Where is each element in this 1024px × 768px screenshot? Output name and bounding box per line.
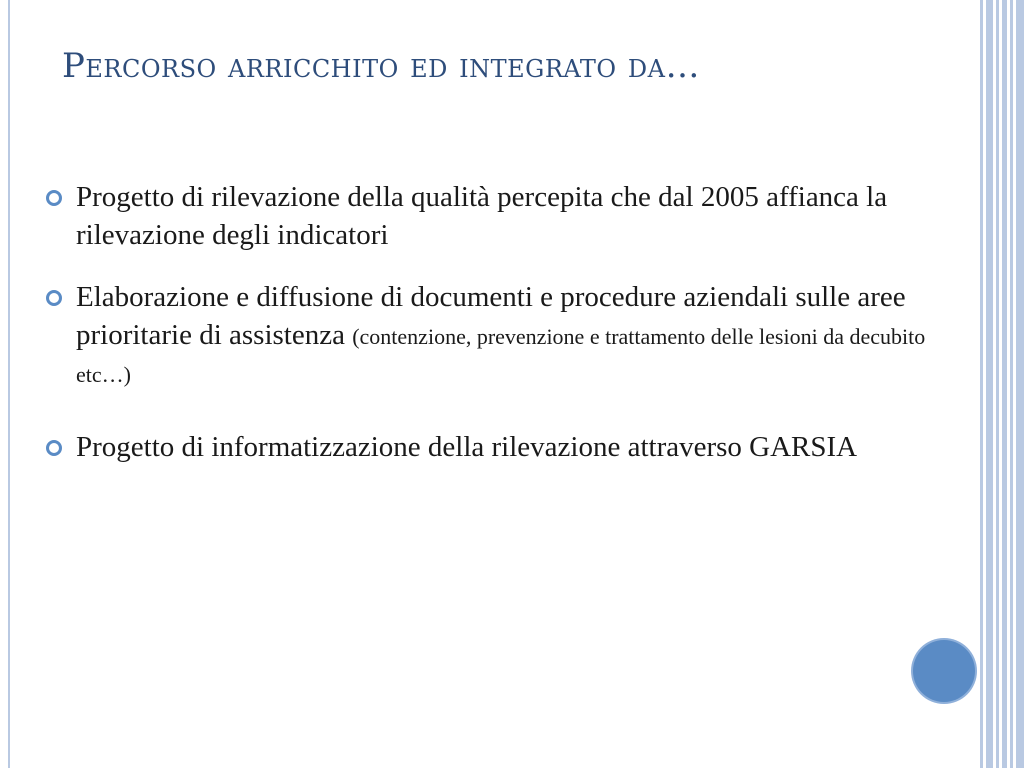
bullet-item [46,428,956,466]
right-stripe [996,0,999,768]
right-stripe [1010,0,1013,768]
bullet-circle-icon [46,440,62,456]
right-stripe [986,0,993,768]
bullet-circle-icon [46,290,62,306]
bullet-list [46,178,956,466]
bullet-item [46,278,956,392]
bullet-circle-icon [46,190,62,206]
bullet-text: Progetto di rilevazione della qualità percepita che dal 2005 affianca la rilevazione degli indicatori [76,181,888,251]
bullet-text: Progetto di informatizzazione della rilevazione attraverso GARSIA [76,431,858,463]
right-stripe [1002,0,1007,768]
bullet-note: (contenzione, prevenzione e trattamento delle lesioni da decubito etc…) [76,324,926,387]
right-stripe [1016,0,1024,768]
left-border [8,0,10,768]
decorative-circle [913,640,975,702]
bullet-text: Elaborazione e diffusione di documenti e procedure aziendali sulle aree prioritarie di assistenza [76,281,906,351]
right-stripe [980,0,983,768]
bullet-item [46,178,956,254]
slide-title: Percorso arricchito ed integrato da… [62,46,700,86]
